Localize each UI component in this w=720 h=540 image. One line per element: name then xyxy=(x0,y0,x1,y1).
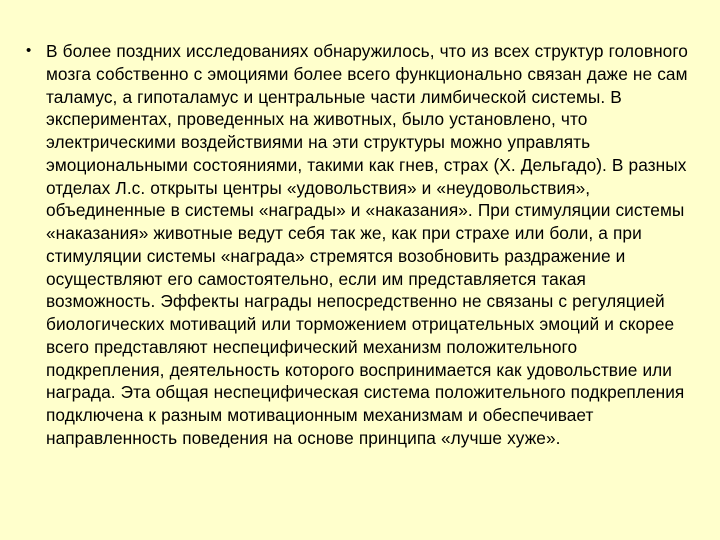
bullet-icon: • xyxy=(26,42,32,59)
bullet-paragraph: В более поздних исследованиях обнаружилось, что из всех структур головного мозга собственно с эмоциями более всего функционально связан даже не сам таламус, а гипоталамус и центральные части лимбической системы. В экспериментах, проведенных на животных, было установлено, что электрическими воздействиями на эти структуры можно управлять эмоциональными состояниями, такими как гнев, страх (Х. Дельгадо). В разных отделах Л.с. открыты центры «удовольствия» и «неудовольствия», объединенные в системы «награды» и «наказания». При стимуляции системы «наказания» животные ведут себя так же, как при страхе или боли, а при стимуляции системы «награда» стремятся возобновить раздражение и осуществляют его самостоятельно, если им представляется такая возможность. Эффекты награды непосредственно не связаны с регуляцией биологических мотиваций или торможением отрицательных эмоций и скорее всего представляют неспецифический механизм положительного подкрепления, деятельность которого воспринимается как удовольствие или награда. Эта общая неспецифическая система положительного подкрепления подключена к разным мотивационным механизмам и обеспечивает направленность поведения на основе принципа «лучше хуже». xyxy=(46,41,688,448)
bullet-item xyxy=(26,40,700,450)
